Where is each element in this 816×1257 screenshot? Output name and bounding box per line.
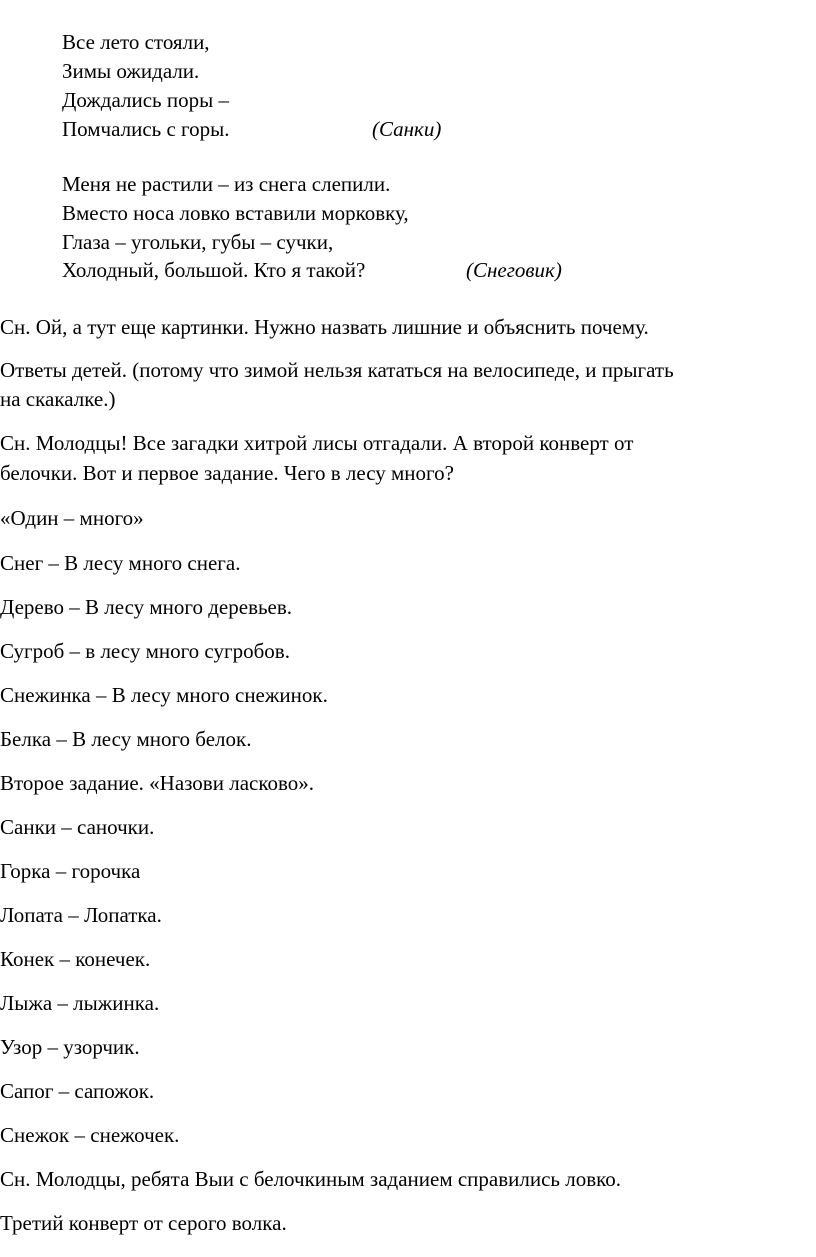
paragraph-line: Лопата – Лопатка.: [0, 903, 162, 927]
paragraph-line: Третий конверт от серого волка.: [0, 1211, 287, 1235]
riddle-2-answer: (Снеговик): [466, 258, 562, 282]
riddle-1-line-2: Зимы ожидали.: [62, 59, 200, 83]
paragraph-line: белочки. Вот и первое задание. Чего в лесу много?: [0, 461, 454, 485]
paragraph-line: Снежок – снежочек.: [0, 1123, 180, 1147]
paragraph-line: Ответы детей. (потому что зимой нельзя кататься на велосипеде, и прыгать: [0, 358, 674, 382]
paragraph-line: Сапог – сапожок.: [0, 1079, 155, 1103]
paragraph-line: Узор – узорчик.: [0, 1035, 140, 1059]
paragraph-line: на скакалке.): [0, 387, 116, 411]
paragraph-line: Сн. Молодцы, ребята Выи с белочкиным заданием справились ловко.: [0, 1167, 622, 1191]
paragraph-line: Сн. Ой, а тут еще картинки. Нужно назвать лишние и объяснить почему.: [0, 315, 649, 339]
paragraph-line: Белка – В лесу много белок.: [0, 727, 252, 751]
riddle-1-answer: (Санки): [372, 117, 442, 141]
paragraph-line: Снежинка – В лесу много снежинок.: [0, 683, 328, 707]
paragraph-line: Сугроб – в лесу много сугробов.: [0, 639, 290, 663]
paragraph-line: Горка – горочка: [0, 859, 141, 883]
paragraph-line: «Один – много»: [0, 506, 144, 530]
paragraph-line: Конек – конечек.: [0, 947, 151, 971]
paragraph-line: Снег – В лесу много снега.: [0, 551, 241, 575]
riddle-2-line-3: Глаза – угольки, губы – сучки,: [62, 230, 334, 254]
paragraph-line: Дерево – В лесу много деревьев.: [0, 595, 293, 619]
riddle-2-line-4: Холодный, большой. Кто я такой?: [62, 258, 366, 282]
riddle-1-line-3: Дождались поры –: [62, 88, 229, 112]
riddle-2-line-1: Меня не растили – из снега слепили.: [62, 172, 391, 196]
riddle-2-line-2: Вместо носа ловко вставили морковку,: [62, 201, 409, 225]
riddle-1-line-1: Все лето стояли,: [62, 30, 210, 54]
paragraph-line: Санки – саночки.: [0, 815, 155, 839]
paragraph-line: Лыжа – лыжинка.: [0, 991, 160, 1015]
riddle-1-line-4: Помчались с горы.: [62, 117, 230, 141]
paragraph-line: Второе задание. «Назови ласково».: [0, 771, 314, 795]
paragraph-line: Сн. Молодцы! Все загадки хитрой лисы отгадали. А второй конверт от: [0, 431, 634, 455]
